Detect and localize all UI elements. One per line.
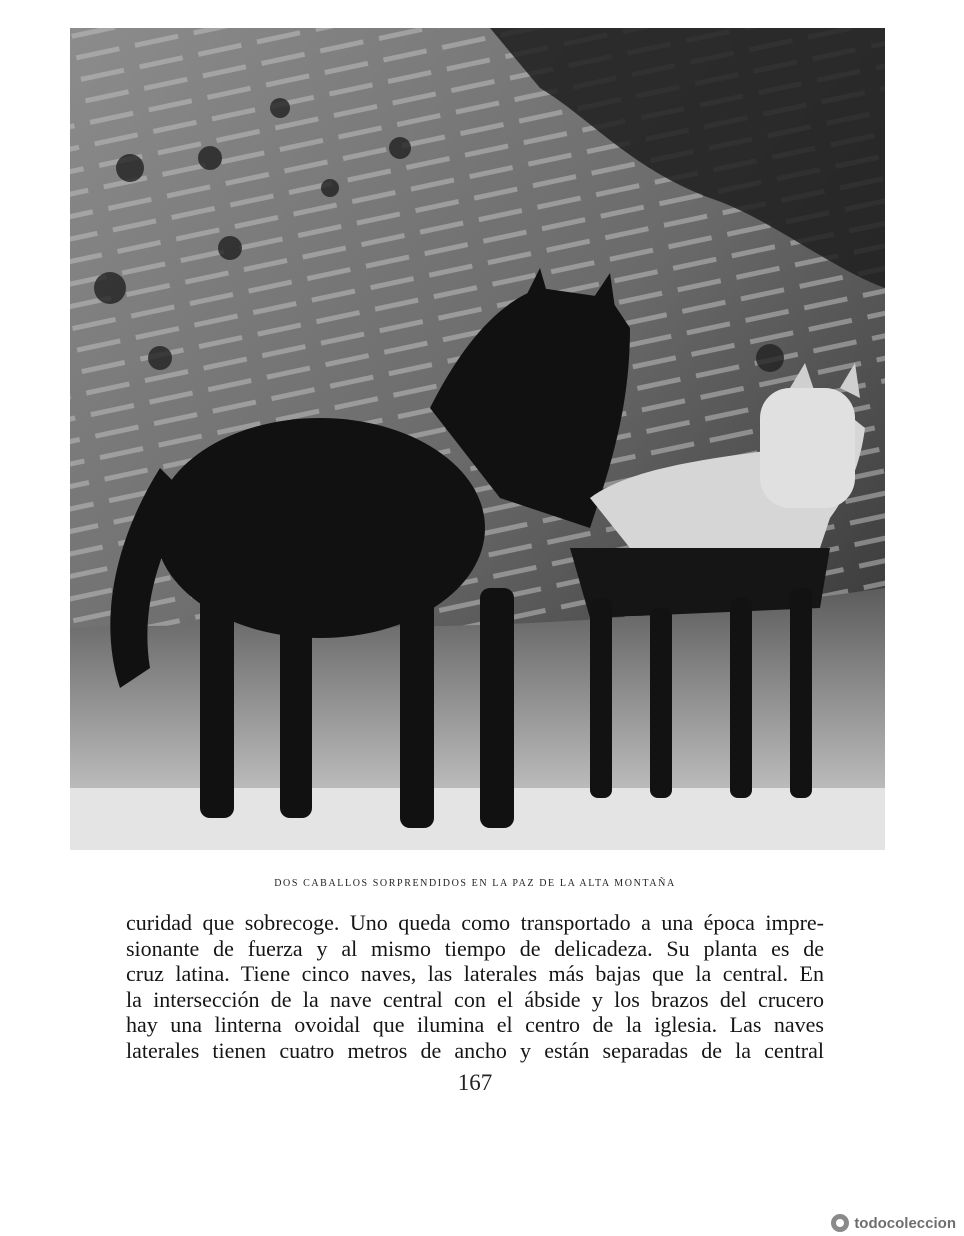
page-number: 167 — [457, 1070, 493, 1095]
body-line: curidad que sobrecoge. Uno queda como transportado a una época impre- — [126, 910, 824, 935]
body-line: la intersección de la nave central con el ábside y los brazos del crucero — [126, 986, 824, 1012]
horses-photo-illustration — [70, 28, 885, 850]
body-paragraph — [126, 910, 824, 1063]
body-line: sionante de fuerza y al mismo tiempo de delicadeza. Su planta es de — [126, 935, 824, 961]
body-line: laterales tienen cuatro metros de ancho y están separadas de la central — [126, 1037, 824, 1063]
watermark-text: todocoleccion — [854, 1214, 956, 1232]
horses-photo — [70, 28, 885, 850]
watermark — [831, 1214, 956, 1232]
todocoleccion-logo-icon — [831, 1214, 849, 1232]
body-line: hay una linterna ovoidal que ilumina el centro de la iglesia. Las naves — [126, 1012, 824, 1037]
photo-caption: DOS CABALLOS SORPRENDIDOS EN LA PAZ DE LA ALTA MONTAÑA — [274, 878, 676, 889]
body-line: cruz latina. Tiene cinco naves, las laterales más bajas que la central. En — [126, 961, 824, 986]
